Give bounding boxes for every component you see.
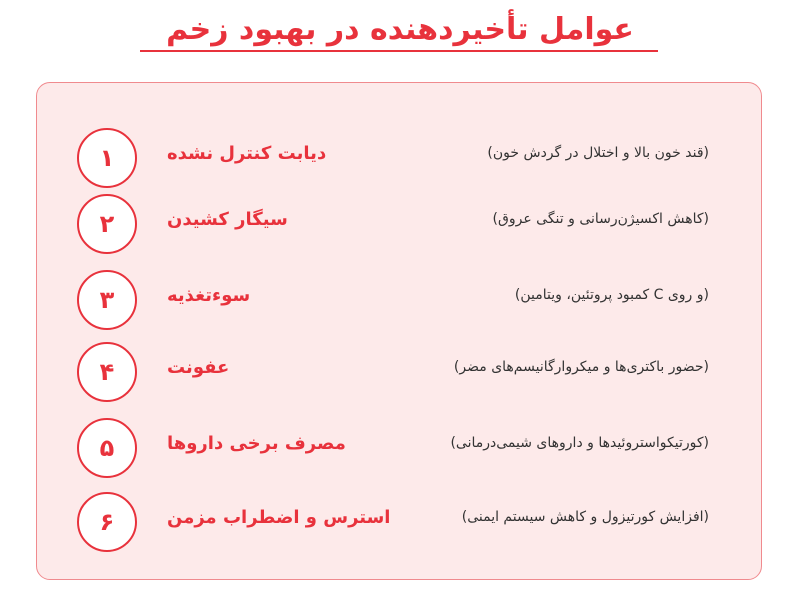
number-badge: ۳ — [77, 270, 137, 330]
title-underline — [140, 50, 658, 52]
number-badge: ۶ — [77, 492, 137, 552]
number-badge: ۱ — [77, 128, 137, 188]
number-badge: ۲ — [77, 194, 137, 254]
factor-label: مصرف برخی داروها — [167, 433, 346, 454]
factor-description: (قند خون بالا و اختلال در گردش خون) — [487, 145, 709, 161]
factors-panel — [36, 82, 762, 580]
factor-label: عفونت — [167, 357, 230, 378]
factor-row — [37, 489, 761, 559]
factor-label: دیابت کنترل نشده — [167, 143, 327, 164]
factor-row — [37, 339, 761, 409]
number-badge: ۵ — [77, 418, 137, 478]
factor-row — [37, 267, 761, 337]
factor-row — [37, 125, 761, 195]
factor-label: سیگار کشیدن — [167, 209, 288, 230]
number-badge: ۴ — [77, 342, 137, 402]
factor-description: (کورتیکواستروئیدها و داروهای شیمی‌درمانی) — [450, 435, 709, 451]
page-title: عوامل تأخیردهنده در بهبود زخم — [166, 12, 634, 47]
factor-description: (و روی C کمبود پروتئین، ویتامین) — [514, 287, 709, 303]
factor-description: (حضور باکتری‌ها و میکروارگانیسم‌های مضر) — [453, 359, 709, 375]
factor-description: (کاهش اکسیژن‌رسانی و تنگی عروق) — [492, 211, 709, 227]
factor-description: (افزایش کورتیزول و کاهش سیستم ایمنی) — [461, 509, 709, 525]
factor-label: سوءتغذیه — [167, 285, 251, 306]
factor-row — [37, 191, 761, 261]
factor-label: استرس و اضطراب مزمن — [167, 507, 391, 528]
factor-row — [37, 415, 761, 485]
